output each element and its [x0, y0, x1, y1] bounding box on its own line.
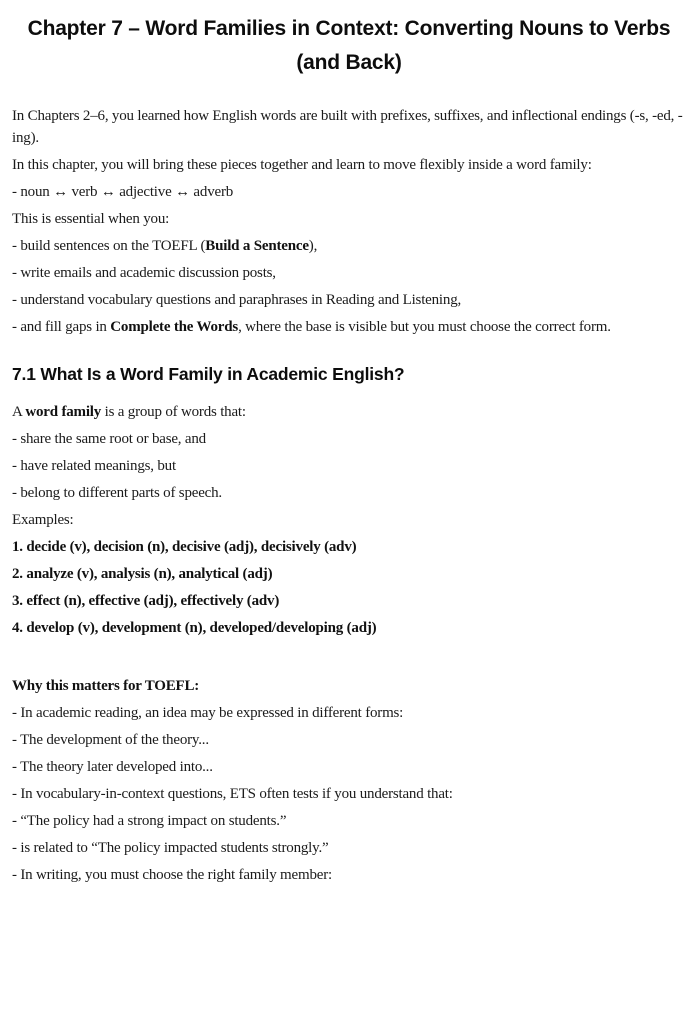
essential-intro-line: This is essential when you: [12, 211, 170, 228]
examples-label: Examples: [12, 512, 74, 529]
bullet-theory-developed: - The theory later developed into... [12, 759, 213, 776]
bullet-policy-impacted: - is related to “The policy impacted students strongly.” [12, 840, 329, 857]
bullet-development-theory: - The development of the theory... [12, 732, 209, 749]
bullet-build-sentence: - build sentences on the TOEFL (Build a Sentence), [12, 238, 318, 255]
example-2: 2. analyze (v), analysis (n), analytical (adj) [12, 566, 273, 583]
document-content [12, 105, 686, 886]
bullet-complete-words: - and fill gaps in Complete the Words, where the base is visible but you must choose the correct form. [12, 319, 611, 336]
word-family-chain-line: - noun ↔ verb ↔ adjective ↔ adverb [12, 184, 234, 201]
bullet-understand-vocab: - understand vocabulary questions and paraphrases in Reading and Listening, [12, 292, 462, 309]
why-matters-heading: Why this matters for TOEFL: [12, 678, 200, 695]
page-title: Chapter 7 – Word Families in Context: Converting Nouns to Verbs (and Back) [27, 17, 671, 74]
example-3: 3. effect (n), effective (adj), effectively (adv) [12, 593, 280, 610]
example-1: 1. decide (v), decision (n), decisive (adj), decisively (adv) [12, 539, 357, 556]
bullet-share-root: - share the same root or base, and [12, 431, 206, 448]
bullet-vocab-in-context: - In vocabulary-in-context questions, ETS often tests if you understand that: [12, 786, 453, 803]
bullet-writing-choice: - In writing, you must choose the right family member: [12, 867, 332, 884]
section-heading-7-1: 7.1 What Is a Word Family in Academic English? [12, 364, 405, 385]
intro-paragraph-2: In this chapter, you will bring these pieces together and learn to move flexibly inside a word family: [12, 157, 592, 174]
bullet-academic-reading: - In academic reading, an idea may be expressed in different forms: [12, 705, 404, 722]
bullet-parts-of-speech: - belong to different parts of speech. [12, 485, 222, 502]
bullet-write-emails: - write emails and academic discussion posts, [12, 265, 276, 282]
bullet-policy-impact: - “The policy had a strong impact on students.” [12, 813, 287, 830]
word-family-definition: A word family is a group of words that: [12, 404, 246, 421]
example-4: 4. develop (v), development (n), developed/developing (adj) [12, 620, 377, 637]
intro-paragraph-1: In Chapters 2–6, you learned how English words are built with prefixes, suffixes, and inflectional endings (-s, -ed, -ing). [12, 108, 683, 147]
bullet-related-meanings: - have related meanings, but [12, 458, 176, 475]
